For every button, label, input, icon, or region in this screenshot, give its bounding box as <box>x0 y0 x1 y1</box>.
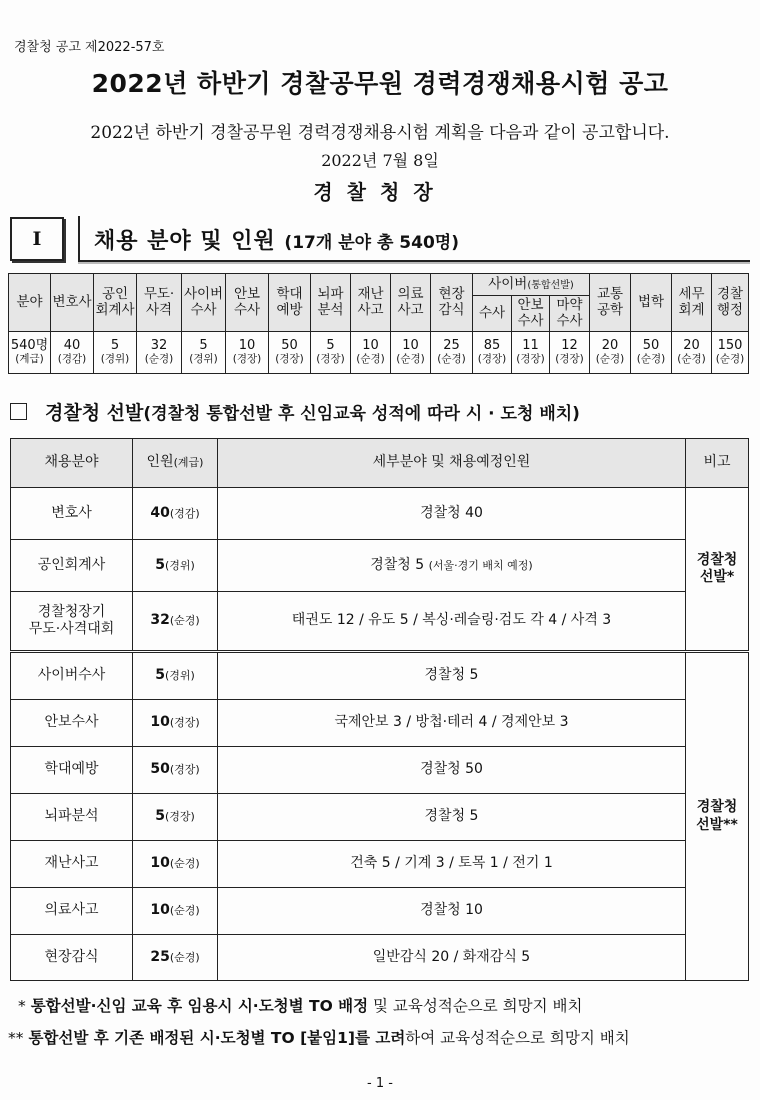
row-count-rank: (경장) <box>164 810 195 824</box>
summary-value-cell <box>550 332 590 374</box>
row-field: 재난사고 <box>11 841 133 888</box>
section-title <box>94 224 459 255</box>
subsection-heading <box>10 398 580 425</box>
summary-table <box>8 273 749 374</box>
summary-header-cell: 법학 <box>631 274 672 332</box>
summary-value: 150 <box>717 338 743 354</box>
summary-total-rank: (계급) <box>15 352 44 365</box>
row-count-number: 5 <box>155 556 165 573</box>
row-count <box>133 841 218 888</box>
row-detail-text: 국제안보 3 / 방첩·테러 4 / 경제안보 3 <box>334 714 569 731</box>
summary-rank: (경감) <box>57 352 87 365</box>
row-count-number: 32 <box>150 612 170 629</box>
cyber-group-label: 사이버 <box>488 275 528 292</box>
summary-value-cell <box>431 332 473 374</box>
announcement-subtitle: 2022년 하반기 경찰공무원 경력경쟁채용시험 계획을 다음과 같이 공고합니다. <box>90 123 670 143</box>
summary-header-cell: 재난 사고 <box>351 274 391 332</box>
summary-rank: (순경) <box>144 352 174 365</box>
summary-value-cell <box>269 332 311 374</box>
summary-header-cell: 세무 회계 <box>672 274 712 332</box>
summary-rank: (순경) <box>595 352 625 365</box>
issuer: 경찰청장 <box>313 180 447 204</box>
row-detail-text: 경찰청 40 <box>420 504 483 521</box>
summary-value: 32 <box>150 338 168 354</box>
table-row <box>11 540 749 592</box>
table-row <box>11 747 749 794</box>
summary-header-cell: 변호사 <box>51 274 94 332</box>
detail-header-detail: 세부분야 및 채용예정인원 <box>218 439 686 488</box>
detail-header-remark: 비고 <box>686 439 749 488</box>
footnote-2-bold: 통합선발 후 기존 배정된 시·도청별 TO [붙임1]를 고려 <box>28 1029 406 1047</box>
row-count-rank: (순경) <box>169 614 200 628</box>
row-count-number: 50 <box>150 761 170 778</box>
section-heading <box>78 216 750 262</box>
row-detail <box>218 592 686 652</box>
summary-header-cell: 교통 공학 <box>590 274 631 332</box>
summary-value: 25 <box>443 338 460 354</box>
subsection-subtitle: (경찰청 통합선발 후 신임교육 성적에 따라 시 · 도청 배치) <box>143 404 580 424</box>
summary-value-cell <box>94 332 137 374</box>
row-field: 뇌파분석 <box>11 794 133 841</box>
summary-header-field: 분야 <box>9 274 51 332</box>
table-row <box>11 700 749 747</box>
section-number-box: I <box>10 217 64 261</box>
row-detail-text: 경찰청 5 <box>424 808 479 825</box>
announcement-date: 2022년 7월 8일 <box>321 151 439 170</box>
summary-header-cyber-group <box>473 274 590 296</box>
summary-rank: (경위) <box>100 352 130 365</box>
row-detail-text: 경찰청 50 <box>420 761 483 778</box>
row-detail-text: 경찰청 5 <box>370 556 425 573</box>
table-row <box>11 488 749 540</box>
summary-value-cell <box>137 332 182 374</box>
summary-value-cell <box>51 332 94 374</box>
summary-value: 40 <box>63 338 81 354</box>
summary-value-cell <box>512 332 550 374</box>
summary-value: 12 <box>561 338 578 354</box>
table-row <box>11 888 749 935</box>
square-bullet-icon <box>10 403 27 420</box>
summary-header-cell: 수사 <box>473 296 512 332</box>
summary-header-cell: 무도· 사격 <box>137 274 182 332</box>
row-count-number: 10 <box>150 855 170 872</box>
summary-value-cell <box>473 332 512 374</box>
row-count-number: 40 <box>150 504 170 521</box>
row-detail <box>218 488 686 540</box>
summary-header-cell: 공인 회계사 <box>94 274 137 332</box>
summary-value-cell <box>182 332 226 374</box>
row-detail-note: (서울·경기 배치 예정) <box>428 558 533 572</box>
subsection-title: 경찰청 선발 <box>45 402 144 424</box>
summary-rank: (순경) <box>437 352 466 365</box>
row-count <box>133 700 218 747</box>
row-count-number: 10 <box>150 902 170 919</box>
row-detail-text: 건축 5 / 기계 3 / 토목 1 / 전기 1 <box>350 855 553 872</box>
summary-rank: (경장) <box>275 352 304 365</box>
table-row <box>11 935 749 981</box>
footnote-1-mark: * <box>18 997 26 1015</box>
detail-header-count-label: 인원 <box>146 454 174 471</box>
summary-rank: (순경) <box>636 352 666 365</box>
summary-rank: (순경) <box>715 352 745 365</box>
detail-header-field: 채용분야 <box>11 439 133 488</box>
summary-value: 5 <box>326 338 335 354</box>
summary-value: 10 <box>362 338 379 354</box>
summary-value-cell <box>590 332 631 374</box>
table-row <box>11 652 749 700</box>
row-count <box>133 652 218 700</box>
row-count <box>133 747 218 794</box>
summary-header-cell: 현장 감식 <box>431 274 473 332</box>
summary-rank: (순경) <box>396 352 425 365</box>
row-field: 변호사 <box>11 488 133 540</box>
summary-value: 20 <box>601 338 619 354</box>
summary-value-cell <box>712 332 749 374</box>
row-count <box>133 888 218 935</box>
detail-header-count <box>133 439 218 488</box>
summary-value-cell <box>226 332 269 374</box>
row-detail <box>218 794 686 841</box>
row-detail <box>218 652 686 700</box>
row-count-rank: (경장) <box>169 763 200 777</box>
summary-rank: (순경) <box>356 352 385 365</box>
summary-header-cell: 학대 예방 <box>269 274 311 332</box>
summary-total-cell <box>9 332 51 374</box>
row-detail-text: 경찰청 5 <box>424 667 479 684</box>
summary-rank: (경장) <box>316 352 345 365</box>
summary-header-cell: 안보 수사 <box>512 296 550 332</box>
row-field: 사이버수사 <box>11 652 133 700</box>
row-detail <box>218 888 686 935</box>
summary-rank: (경장) <box>232 352 262 365</box>
cyber-group-note: (통합선발) <box>527 279 574 291</box>
summary-header-cell: 안보 수사 <box>226 274 269 332</box>
section-title-main: 채용 분야 및 인원 <box>94 229 276 254</box>
row-detail <box>218 841 686 888</box>
row-count-number: 5 <box>155 667 165 684</box>
row-count-rank: (순경) <box>169 857 200 871</box>
summary-rank: (경위) <box>189 352 218 365</box>
row-count-number: 10 <box>150 714 170 731</box>
summary-value-cell <box>672 332 712 374</box>
summary-value: 5 <box>110 338 120 354</box>
summary-value-cell <box>631 332 672 374</box>
summary-header-cell: 사이버 수사 <box>182 274 226 332</box>
footnote-1 <box>18 994 582 1016</box>
remark-group-1: 경찰청 선발* <box>686 488 749 652</box>
summary-header-cell: 뇌파 분석 <box>311 274 351 332</box>
table-row <box>11 592 749 652</box>
row-detail <box>218 700 686 747</box>
page-title: 2022년 하반기 경찰공무원 경력경쟁채용시험 공고 <box>91 69 669 98</box>
row-count <box>133 540 218 592</box>
row-count-number: 5 <box>155 808 165 825</box>
row-count-rank: (경장) <box>169 716 200 730</box>
summary-total: 540명 <box>10 338 49 354</box>
row-count-rank: (경위) <box>164 558 195 572</box>
row-count-rank: (경감) <box>169 506 200 520</box>
summary-rank: (경장) <box>477 352 507 365</box>
row-detail <box>218 540 686 592</box>
summary-value: 5 <box>199 338 208 354</box>
summary-header-cell: 마약 수사 <box>550 296 590 332</box>
summary-rank: (경장) <box>516 352 545 365</box>
footnote-2 <box>8 1026 630 1048</box>
summary-value: 10 <box>238 338 256 354</box>
summary-rank: (순경) <box>677 352 706 365</box>
row-detail-text: 태권도 12 / 유도 5 / 복싱·레슬링·검도 각 4 / 사격 3 <box>291 612 612 629</box>
row-count-rank: (순경) <box>169 904 200 918</box>
row-field: 안보수사 <box>11 700 133 747</box>
summary-value-cell <box>351 332 391 374</box>
row-field: 의료사고 <box>11 888 133 935</box>
footnote-1-bold: 통합선발·신임 교육 후 임용시 시·도청별 TO 배정 <box>30 997 369 1015</box>
summary-value: 11 <box>522 338 539 354</box>
row-count-number: 25 <box>150 948 170 965</box>
summary-header-cell: 의료 사고 <box>391 274 431 332</box>
page-number: - 1 - <box>367 1076 393 1091</box>
row-field: 경찰청장기 무도·사격대회 <box>11 592 133 652</box>
row-count <box>133 592 218 652</box>
section-title-sub: (17개 분야 총 540명) <box>284 233 459 253</box>
row-count-rank: (경위) <box>164 669 195 683</box>
table-row <box>11 841 749 888</box>
summary-value: 20 <box>683 338 700 354</box>
detail-table <box>10 438 749 981</box>
row-detail <box>218 935 686 981</box>
row-detail-text: 일반감식 20 / 화재감식 5 <box>372 948 531 965</box>
row-count <box>133 935 218 981</box>
remark-group-2: 경찰청 선발** <box>686 652 749 981</box>
row-count <box>133 488 218 540</box>
row-field: 학대예방 <box>11 747 133 794</box>
row-field: 현장감식 <box>11 935 133 981</box>
detail-header-count-rank: (계급) <box>173 456 204 470</box>
summary-value: 50 <box>642 338 660 354</box>
footnote-1-rest: 및 교육성적순으로 희망지 배치 <box>368 997 583 1015</box>
row-count-rank: (순경) <box>169 950 200 964</box>
footnote-2-rest: 하여 교육성적순으로 희망지 배치 <box>405 1029 630 1047</box>
summary-value-cell <box>391 332 431 374</box>
summary-rank: (경장) <box>555 352 584 365</box>
footnote-2-mark: ** <box>8 1029 24 1047</box>
row-detail-text: 경찰청 10 <box>420 902 483 919</box>
row-field: 공인회계사 <box>11 540 133 592</box>
summary-value: 10 <box>402 338 419 354</box>
summary-value: 85 <box>483 338 501 354</box>
summary-value: 50 <box>281 338 298 354</box>
row-detail <box>218 747 686 794</box>
document-number: 경찰청 공고 제2022-57호 <box>14 40 165 55</box>
summary-header-cell: 경찰 행정 <box>712 274 749 332</box>
row-count <box>133 794 218 841</box>
summary-value-cell <box>311 332 351 374</box>
table-row <box>11 794 749 841</box>
